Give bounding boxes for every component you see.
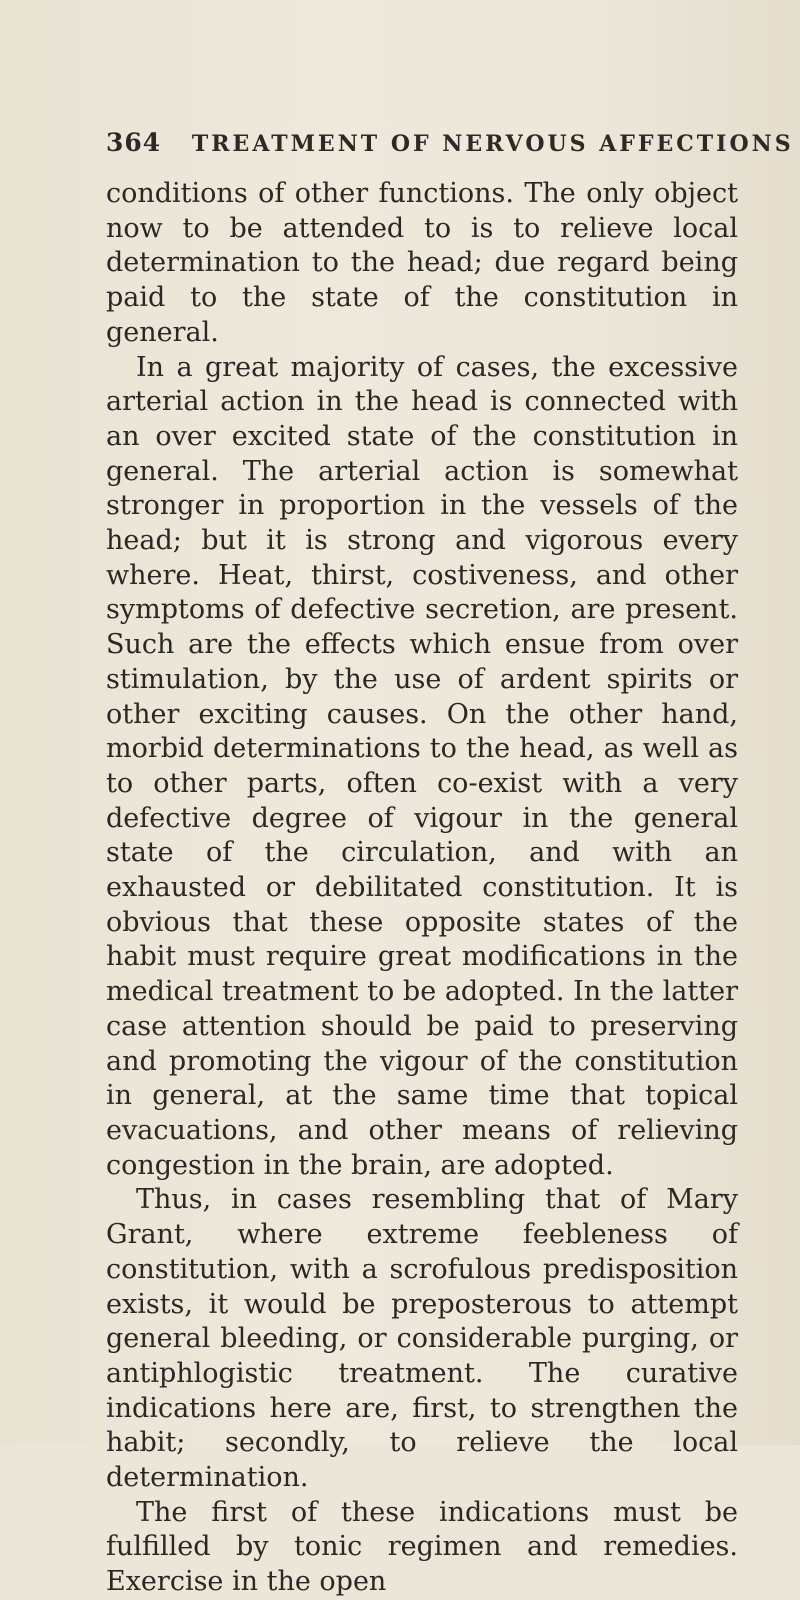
paragraph: conditions of other functions. The only object now to be attended to is to relieve local determination to the head; due regard being paid to the state of the constitution in general. (106, 178, 738, 348)
page-number: 364 (106, 128, 162, 157)
paragraph: Thus, in cases resembling that of Mary Grant, where extreme feebleness of constitution, with a scrofulous predisposition exists, it would be preposterous to attempt general bleeding, or considerable purging, or antiphlogistic treatment. The curative indications here are, first, to strengthen the habit; secondly, to relieve the local determination. (106, 1184, 738, 1494)
body-text (106, 177, 738, 1600)
paragraph: In a great majority of cases, the excessive arterial action in the head is connected with an over excited state of the constitution in general. The arterial action is somewhat stronger in proportion in the vessels of the head; but it is strong and vigorous every where. Heat, thirst, costiveness, and other symptoms of defective secretion, are present. Such are the effects which ensue from over stimulation, by the use of ardent spirits or other exciting causes. On the other hand, morbid determinations to the head, as well as to other parts, often co-exist with a very defective degree of vigour in the general state of the circulation, and with an exhausted or debilitated constitution. It is obvious that these opposite states of the habit must require great modifications in the medical treatment to be adopted. In the latter case attention should be paid to preserving and promoting the vigour of the constitution in general, at the same time that topical evacuations, and other means of relieving congestion in the brain, are adopted. (106, 351, 738, 1181)
running-header (106, 128, 794, 157)
running-title: TREATMENT OF NERVOUS AFFECTIONS (191, 131, 794, 157)
paragraph: The first of these indications must be fulfilled by tonic regimen and remedies. Exercise in the open (106, 1496, 738, 1598)
